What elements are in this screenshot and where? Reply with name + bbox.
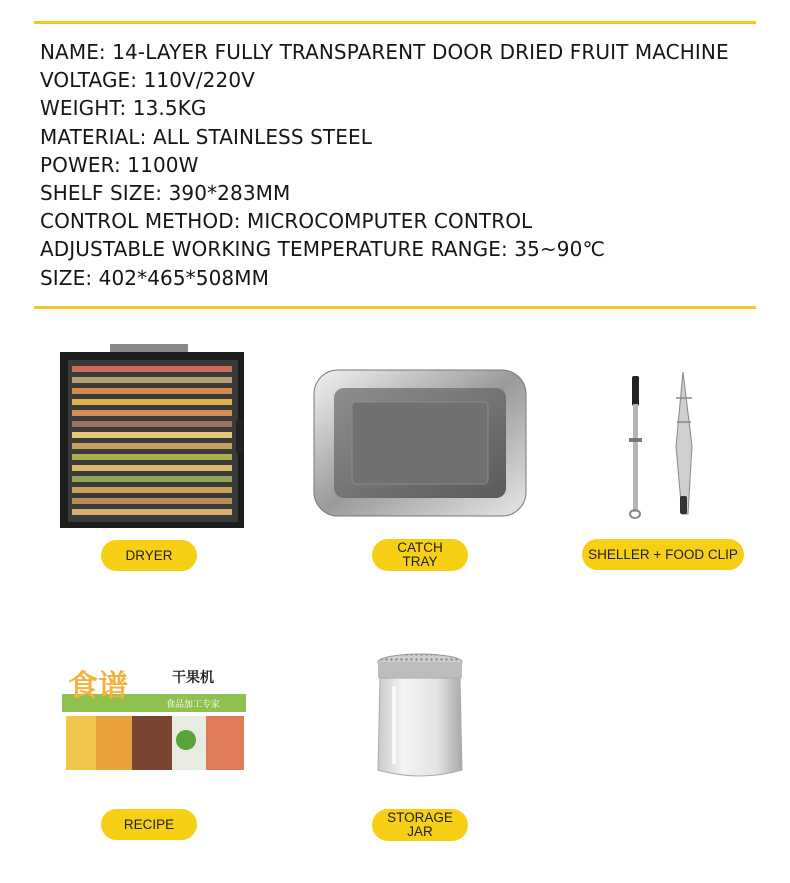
catch-tray-image — [312, 368, 528, 518]
dryer-image — [58, 344, 248, 530]
spec-size: SIZE: 402*465*508MM — [40, 265, 269, 290]
recipe-cover-title: 干果机 — [172, 670, 214, 686]
recipe-book-image — [62, 660, 246, 772]
top-divider — [34, 21, 756, 24]
bottom-divider — [34, 306, 756, 309]
spec-name: NAME: 14-LAYER FULLY TRANSPARENT DOOR DRIED FRUIT MACHINE — [40, 40, 729, 64]
spec-voltage: VOLTAGE: 110V/220V — [40, 68, 255, 93]
spec-shelf-size: SHELF SIZE: 390*283MM — [40, 181, 291, 206]
storage-jar-image — [374, 652, 466, 782]
spec-weight: WEIGHT: 13.5KG — [40, 96, 207, 121]
sheller-food-clip-image — [620, 368, 710, 520]
catch-tray-label: CATCH TRAY — [372, 539, 468, 571]
sheller-food-clip-label: SHELLER + FOOD CLIP — [582, 539, 744, 570]
spec-control-method: CONTROL METHOD: MICROCOMPUTER CONTROL — [40, 209, 533, 234]
recipe-label: RECIPE — [101, 809, 197, 840]
recipe-cover-subtitle: 食品加工专家 — [166, 700, 221, 710]
storage-jar-label: STORAGE JAR — [372, 809, 468, 841]
spec-material: MATERIAL: ALL STAINLESS STEEL — [40, 124, 372, 149]
spec-list — [40, 38, 729, 292]
recipe-food-photos — [66, 716, 244, 770]
dryer-label: DRYER — [101, 540, 197, 571]
spec-temperature-range: ADJUSTABLE WORKING TEMPERATURE RANGE: 35~90℃ — [40, 237, 606, 262]
recipe-cover-big-text: 食谱 — [68, 669, 128, 704]
spec-power: POWER: 1100W — [40, 152, 199, 177]
